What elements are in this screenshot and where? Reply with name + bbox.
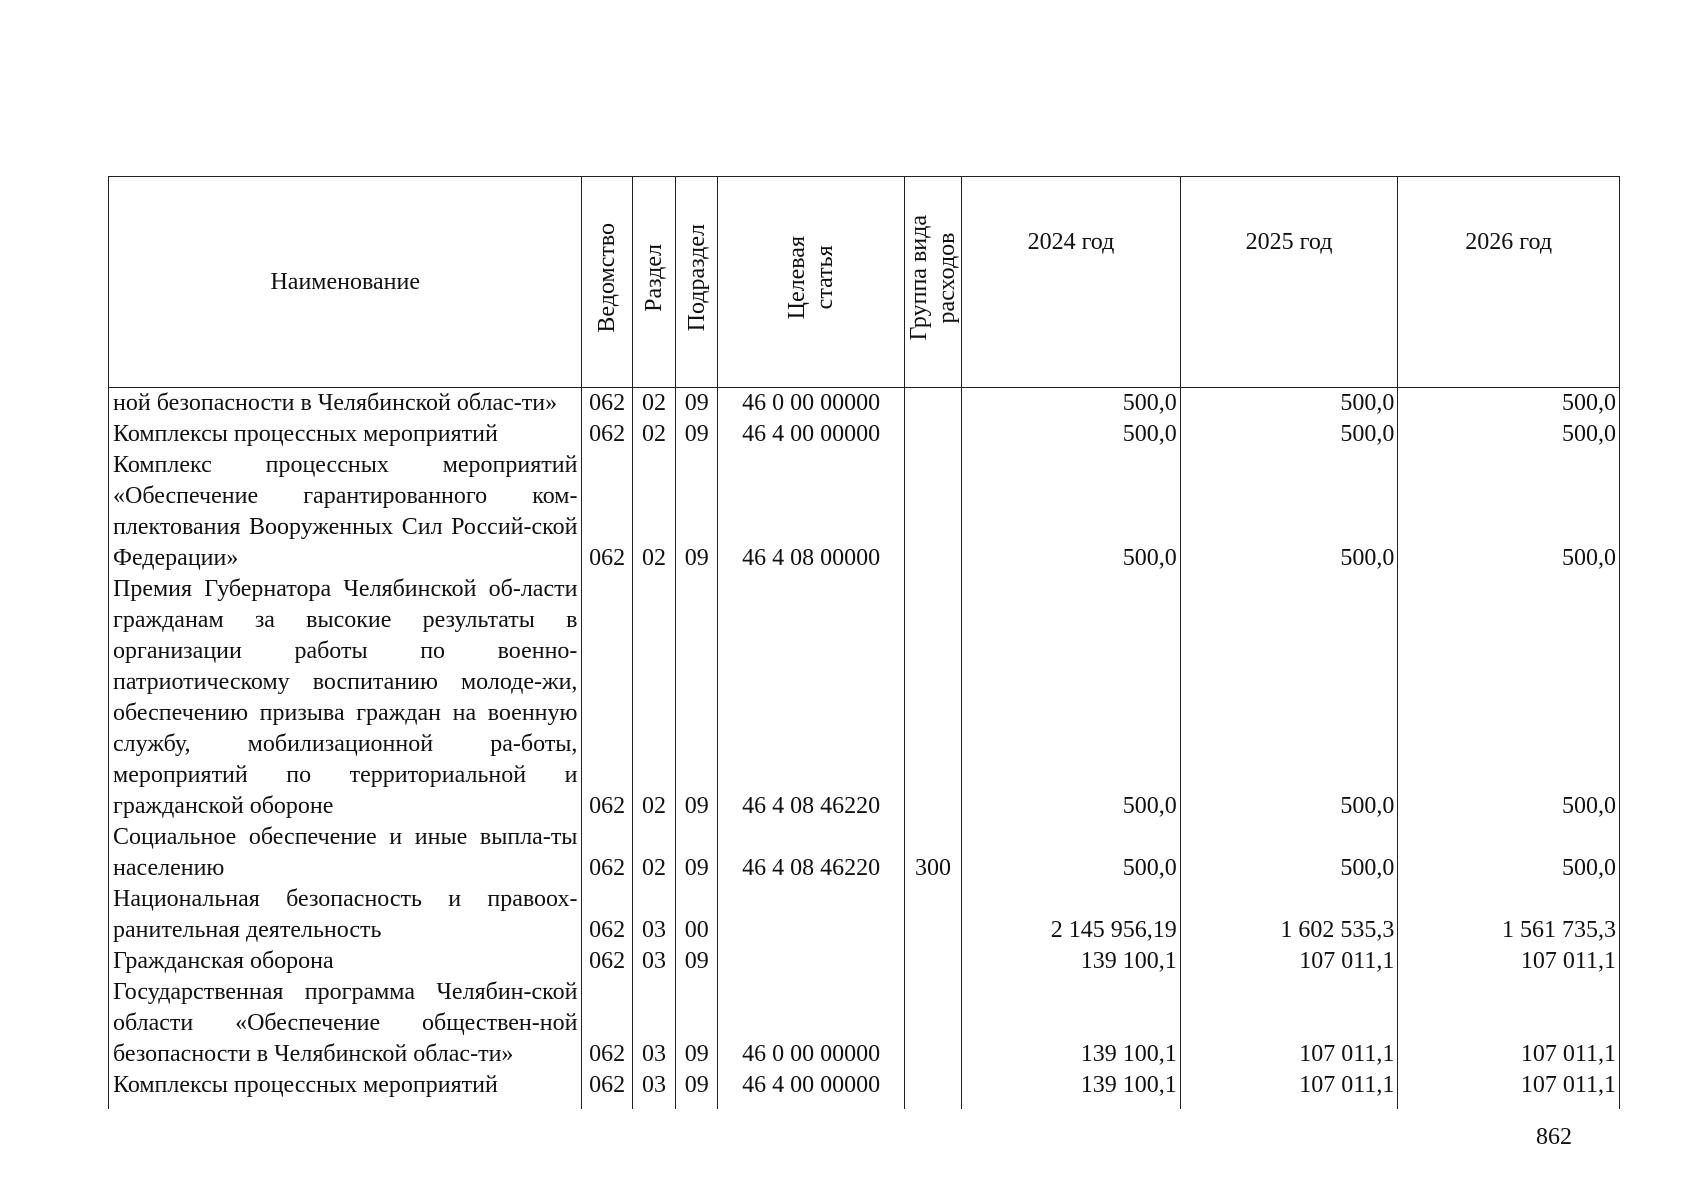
row-gruppa: [904, 450, 961, 574]
row-podrazdel: 09: [676, 977, 718, 1070]
row-razdel: 02: [632, 419, 675, 450]
table-row: [109, 388, 1620, 420]
row-celevaya: 46 4 08 46220: [718, 822, 904, 884]
row-name: Национальная безопасность и правоох-ранительная деятельность: [109, 884, 582, 946]
row-value-2026: 500,0: [1398, 574, 1620, 822]
row-vedomstvo: 062: [582, 450, 632, 574]
row-vedomstvo: 062: [582, 388, 632, 420]
row-name: Государственная программа Челябин-ской области «Обеспечение обществен-ной безопасности в Челябинской облас-ти»: [109, 977, 582, 1070]
row-celevaya: 46 4 00 00000: [718, 419, 904, 450]
row-gruppa: [904, 884, 961, 946]
row-vedomstvo: 062: [582, 1070, 632, 1101]
row-value-2026: 500,0: [1398, 822, 1620, 884]
row-name: ной безопасности в Челябинской облас-ти»: [109, 388, 582, 420]
header-name: Наименование: [109, 177, 582, 388]
row-value-2026: 1 561 735,3: [1398, 884, 1620, 946]
row-razdel: 02: [632, 388, 675, 420]
row-value-2024: 139 100,1: [962, 946, 1181, 977]
row-value-2024: 500,0: [962, 574, 1181, 822]
row-value-2024: 500,0: [962, 450, 1181, 574]
row-name: Премия Губернатора Челябинской об-ласти гражданам за высокие результаты в организации работы по военно-патриотическому воспитанию молоде-жи, обеспечению призыва граждан на военную службу, мобилизационной ра-боты, мероприятий по территориальной и гражданской обороне: [109, 574, 582, 822]
row-value-2024: 139 100,1: [962, 977, 1181, 1070]
row-razdel: 03: [632, 884, 675, 946]
row-value-2024: 500,0: [962, 419, 1181, 450]
row-value-2024: 500,0: [962, 388, 1181, 420]
row-value-2024: 2 145 956,19: [962, 884, 1181, 946]
row-podrazdel: 09: [676, 946, 718, 977]
row-razdel: 03: [632, 977, 675, 1070]
header-celevaya-statya: Целевая статья: [718, 177, 904, 388]
row-name: Гражданская оборона: [109, 946, 582, 977]
row-gruppa: [904, 977, 961, 1070]
row-celevaya: [718, 946, 904, 977]
row-vedomstvo: 062: [582, 822, 632, 884]
header-gruppa-vida-rashodov: Группа вида расходов: [904, 177, 961, 388]
table-row: [109, 574, 1620, 822]
row-razdel: 02: [632, 822, 675, 884]
row-gruppa: 300: [904, 822, 961, 884]
row-razdel: 03: [632, 1070, 675, 1101]
header-year-2026: 2026 год: [1398, 177, 1620, 388]
row-celevaya: 46 4 08 00000: [718, 450, 904, 574]
row-vedomstvo: 062: [582, 884, 632, 946]
header-year-2025: 2025 год: [1180, 177, 1398, 388]
table-row: [109, 419, 1620, 450]
row-celevaya: [718, 884, 904, 946]
table-header: [109, 177, 1620, 388]
row-value-2026: 500,0: [1398, 419, 1620, 450]
row-razdel: 03: [632, 946, 675, 977]
row-podrazdel: 00: [676, 884, 718, 946]
row-value-2025: 1 602 535,3: [1180, 884, 1398, 946]
table-row: [109, 884, 1620, 946]
row-gruppa: [904, 574, 961, 822]
row-gruppa: [904, 946, 961, 977]
row-value-2025: 107 011,1: [1180, 946, 1398, 977]
row-gruppa: [904, 1070, 961, 1101]
row-celevaya: 46 0 00 00000: [718, 388, 904, 420]
table-row-spacer: [109, 1101, 1620, 1109]
row-vedomstvo: 062: [582, 977, 632, 1070]
row-value-2025: 500,0: [1180, 822, 1398, 884]
table-row: [109, 977, 1620, 1070]
row-value-2026: 107 011,1: [1398, 977, 1620, 1070]
header-podrazdel: Подраздел: [676, 177, 718, 388]
row-celevaya: 46 4 00 00000: [718, 1070, 904, 1101]
page-number: 862: [1536, 1124, 1572, 1150]
row-razdel: 02: [632, 574, 675, 822]
row-podrazdel: 09: [676, 574, 718, 822]
header-vedomstvo: Ведомство: [582, 177, 632, 388]
table-row: [109, 450, 1620, 574]
row-value-2025: 500,0: [1180, 419, 1398, 450]
row-vedomstvo: 062: [582, 946, 632, 977]
header-year-2024: 2024 год: [962, 177, 1181, 388]
row-value-2025: 500,0: [1180, 388, 1398, 420]
row-value-2026: 500,0: [1398, 388, 1620, 420]
row-value-2025: 107 011,1: [1180, 1070, 1398, 1101]
row-name: Комплекс процессных мероприятий «Обеспечение гарантированного ком-плектования Вооруженных Сил Россий-ской Федерации»: [109, 450, 582, 574]
row-gruppa: [904, 419, 961, 450]
row-name: Комплексы процессных мероприятий: [109, 1070, 582, 1101]
row-razdel: 02: [632, 450, 675, 574]
row-vedomstvo: 062: [582, 419, 632, 450]
row-value-2026: 500,0: [1398, 450, 1620, 574]
row-podrazdel: 09: [676, 450, 718, 574]
row-podrazdel: 09: [676, 822, 718, 884]
row-value-2026: 107 011,1: [1398, 1070, 1620, 1101]
row-podrazdel: 09: [676, 1070, 718, 1101]
row-value-2024: 139 100,1: [962, 1070, 1181, 1101]
row-value-2025: 107 011,1: [1180, 977, 1398, 1070]
row-name: Комплексы процессных мероприятий: [109, 419, 582, 450]
row-value-2024: 500,0: [962, 822, 1181, 884]
table-body: [109, 388, 1620, 1110]
row-gruppa: [904, 388, 961, 420]
row-celevaya: 46 0 00 00000: [718, 977, 904, 1070]
table-row: [109, 822, 1620, 884]
row-name: Социальное обеспечение и иные выпла-ты населению: [109, 822, 582, 884]
header-razdel: Раздел: [632, 177, 675, 388]
table-row: [109, 1070, 1620, 1101]
row-podrazdel: 09: [676, 419, 718, 450]
row-podrazdel: 09: [676, 388, 718, 420]
table-row: [109, 946, 1620, 977]
budget-table: [108, 176, 1620, 1109]
row-value-2025: 500,0: [1180, 450, 1398, 574]
row-vedomstvo: 062: [582, 574, 632, 822]
row-value-2025: 500,0: [1180, 574, 1398, 822]
row-value-2026: 107 011,1: [1398, 946, 1620, 977]
row-celevaya: 46 4 08 46220: [718, 574, 904, 822]
